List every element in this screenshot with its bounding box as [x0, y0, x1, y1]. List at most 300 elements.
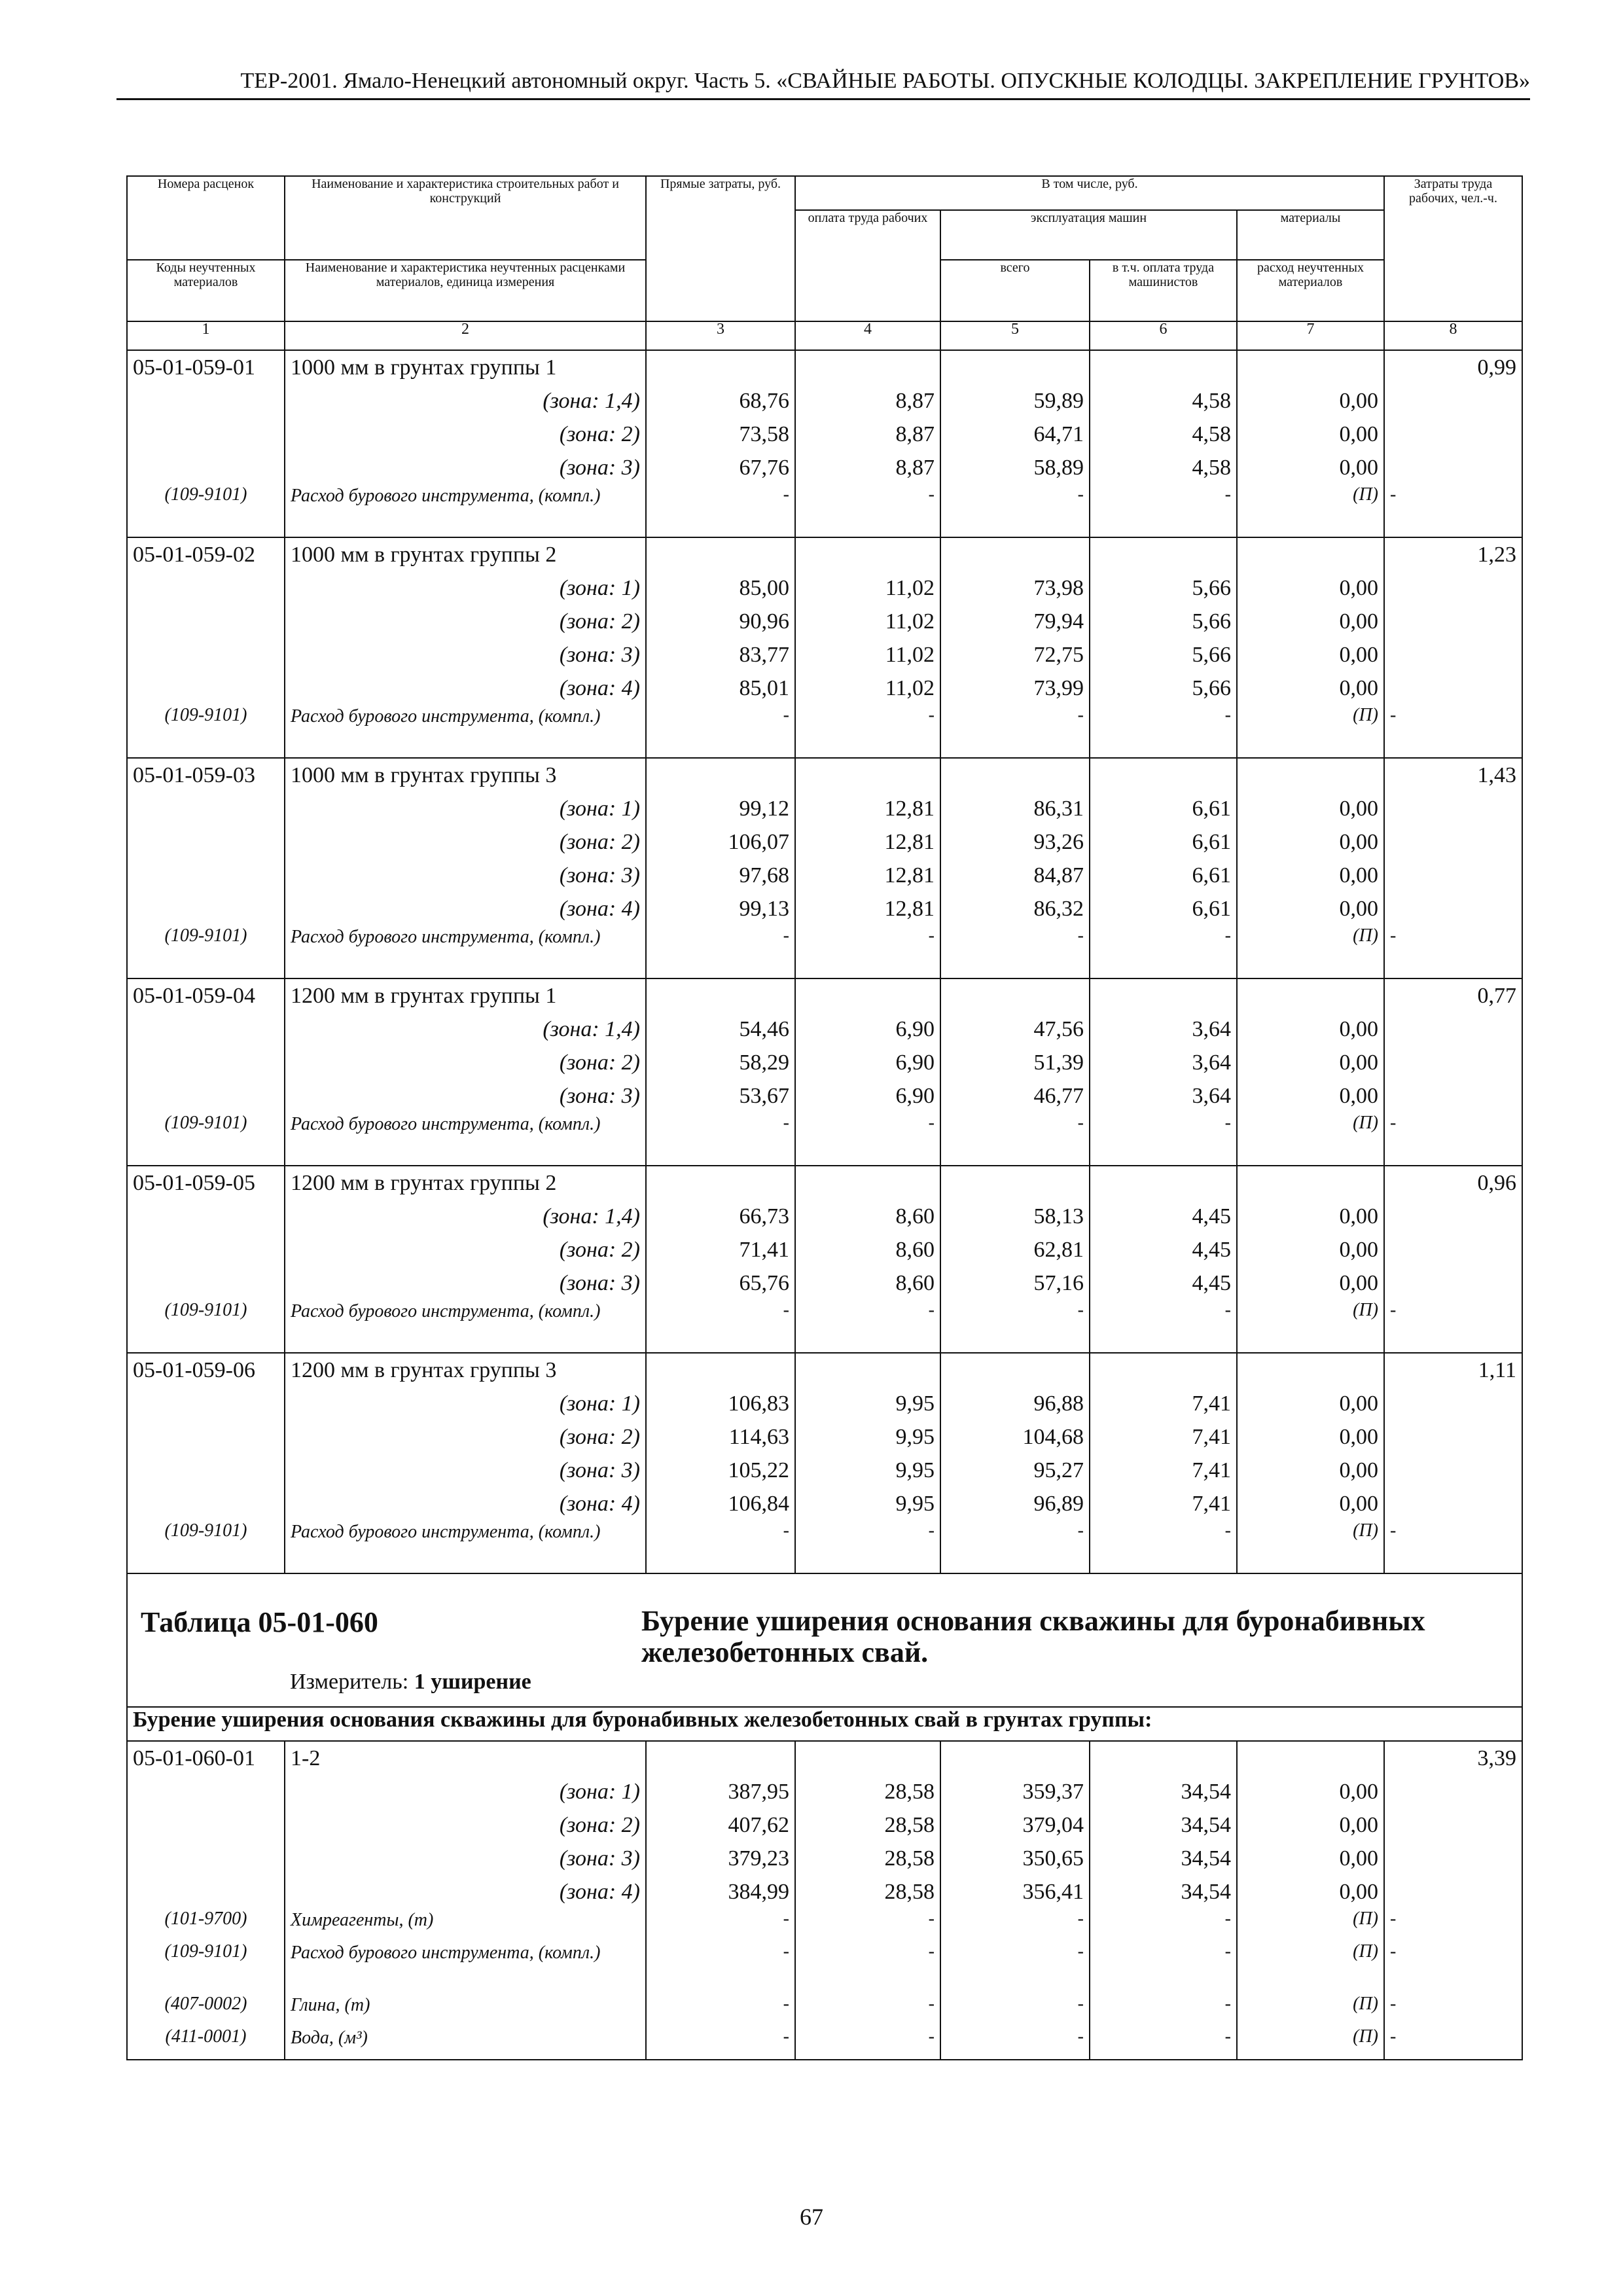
cost-value: 28,58 — [795, 1875, 940, 1909]
cost-value: 0,00 — [1237, 1420, 1384, 1454]
labor-dash: - — [1384, 2026, 1522, 2060]
empty-cell — [127, 451, 285, 484]
material-code: (109-9101) — [127, 1941, 285, 1994]
cost-value: 0,00 — [1237, 384, 1384, 418]
zone-label: (зона: 4) — [285, 672, 646, 705]
cost-value: 0,00 — [1237, 1775, 1384, 1808]
material-code: (411-0001) — [127, 2026, 285, 2060]
labor-dash: - — [1384, 1300, 1522, 1353]
cost-value: 12,81 — [795, 892, 940, 925]
empty-cell — [1384, 1808, 1522, 1842]
cost-value: 53,67 — [646, 1079, 795, 1113]
cost-value: 12,81 — [795, 859, 940, 892]
cost-value: 106,83 — [646, 1387, 795, 1420]
cost-value: 4,58 — [1090, 451, 1237, 484]
cost-value: 86,31 — [940, 792, 1090, 825]
empty-cell — [1384, 1200, 1522, 1233]
zone-row — [127, 1266, 1522, 1300]
empty-cell — [1090, 978, 1237, 1013]
empty-cell — [940, 350, 1090, 384]
cost-value: 0,00 — [1237, 638, 1384, 672]
cost-value: 59,89 — [940, 384, 1090, 418]
zone-label: (зона: 1) — [285, 571, 646, 605]
zone-row — [127, 1808, 1522, 1842]
cost-value: 4,45 — [1090, 1266, 1237, 1300]
cost-value: 11,02 — [795, 571, 940, 605]
cost-value: 0,00 — [1237, 1013, 1384, 1046]
material-code: (101-9700) — [127, 1909, 285, 1941]
dash-cell: - — [1090, 1113, 1237, 1166]
rate-row — [127, 978, 1522, 1013]
col-number: 3 — [646, 321, 795, 350]
cost-value: 73,98 — [940, 571, 1090, 605]
cost-value: 58,89 — [940, 451, 1090, 484]
empty-cell — [1237, 1741, 1384, 1775]
cost-value: 8,60 — [795, 1200, 940, 1233]
dash-cell: - — [1090, 1520, 1237, 1573]
header-rule — [116, 98, 1530, 100]
dash-cell: - — [1090, 2026, 1237, 2060]
cost-value: 28,58 — [795, 1808, 940, 1842]
material-code: (407-0002) — [127, 1994, 285, 2026]
table-title: Таблица 05-01-060 — [141, 1606, 378, 1638]
empty-cell — [1384, 1875, 1522, 1909]
table-header — [127, 176, 1522, 350]
material-name: Расход бурового инструмента, (компл.) — [285, 1520, 646, 1573]
zone-label: (зона: 2) — [285, 1046, 646, 1079]
dash-cell: - — [1090, 1941, 1237, 1994]
document-header — [116, 68, 1530, 100]
zone-label: (зона: 1) — [285, 792, 646, 825]
empty-cell — [1384, 1387, 1522, 1420]
cost-value: 0,00 — [1237, 892, 1384, 925]
empty-cell — [1384, 859, 1522, 892]
dash-cell: - — [940, 1909, 1090, 1941]
empty-cell — [795, 1166, 940, 1200]
labor-value: 0,77 — [1384, 978, 1522, 1013]
cost-value: 0,00 — [1237, 1266, 1384, 1300]
empty-cell — [795, 1353, 940, 1387]
cost-value: 0,00 — [1237, 571, 1384, 605]
cost-value: 0,00 — [1237, 792, 1384, 825]
material-row — [127, 925, 1522, 978]
material-name: Расход бурового инструмента, (компл.) — [285, 1113, 646, 1166]
zone-label: (зона: 2) — [285, 418, 646, 451]
cost-value: 3,64 — [1090, 1079, 1237, 1113]
rate-row — [127, 350, 1522, 384]
labor-value: 0,96 — [1384, 1166, 1522, 1200]
empty-cell — [940, 1166, 1090, 1200]
material-row — [127, 2026, 1522, 2060]
labor-dash: - — [1384, 1520, 1522, 1573]
empty-cell — [127, 638, 285, 672]
page-number: 67 — [800, 2204, 823, 2230]
cost-value: 387,95 — [646, 1775, 795, 1808]
cost-value: 356,41 — [940, 1875, 1090, 1909]
cost-value: 9,95 — [795, 1454, 940, 1487]
empty-cell — [646, 1741, 795, 1775]
cost-value: 7,41 — [1090, 1420, 1237, 1454]
zone-row — [127, 384, 1522, 418]
material-row — [127, 1300, 1522, 1353]
cost-value: 96,89 — [940, 1487, 1090, 1520]
cost-value: 9,95 — [795, 1487, 940, 1520]
dash-cell: - — [795, 1941, 940, 1994]
cost-value: 0,00 — [1237, 1387, 1384, 1420]
col-total: всего — [940, 260, 1090, 321]
empty-cell — [795, 758, 940, 792]
empty-cell — [940, 758, 1090, 792]
rate-name: 1200 мм в грунтах группы 1 — [285, 978, 646, 1013]
col-number: 1 — [127, 321, 285, 350]
empty-cell — [127, 1387, 285, 1420]
empty-cell — [1384, 384, 1522, 418]
rate-row — [127, 758, 1522, 792]
zone-row — [127, 571, 1522, 605]
zone-row — [127, 1775, 1522, 1808]
zone-label: (зона: 3) — [285, 638, 646, 672]
empty-cell — [127, 1266, 285, 1300]
material-name: Химреагенты, (т) — [285, 1909, 646, 1941]
cost-value: 6,61 — [1090, 792, 1237, 825]
zone-label: (зона: 3) — [285, 1079, 646, 1113]
zone-row — [127, 1875, 1522, 1909]
cost-value: 93,26 — [940, 825, 1090, 859]
dash-cell: - — [646, 705, 795, 758]
empty-cell — [1384, 1266, 1522, 1300]
cost-value: 0,00 — [1237, 1487, 1384, 1520]
zone-row — [127, 792, 1522, 825]
material-name: Расход бурового инструмента, (компл.) — [285, 484, 646, 537]
dash-cell: - — [1090, 1994, 1237, 2026]
cost-value: 0,00 — [1237, 451, 1384, 484]
empty-cell — [940, 1353, 1090, 1387]
cost-value: 34,54 — [1090, 1808, 1237, 1842]
empty-cell — [127, 418, 285, 451]
zone-label: (зона: 1) — [285, 1775, 646, 1808]
cost-value: 7,41 — [1090, 1487, 1237, 1520]
col-number: 2 — [285, 321, 646, 350]
cost-value: 64,71 — [940, 418, 1090, 451]
dash-cell: - — [940, 1300, 1090, 1353]
material-row — [127, 1113, 1522, 1166]
material-code: (109-9101) — [127, 484, 285, 537]
dash-cell: - — [795, 484, 940, 537]
cost-value: 95,27 — [940, 1454, 1090, 1487]
empty-cell — [127, 1013, 285, 1046]
empty-cell — [1237, 350, 1384, 384]
empty-cell — [127, 672, 285, 705]
material-p: (П) — [1237, 1994, 1384, 2026]
cost-value: 99,13 — [646, 892, 795, 925]
material-row — [127, 1909, 1522, 1941]
empty-cell — [127, 1842, 285, 1875]
material-p: (П) — [1237, 484, 1384, 537]
cost-value: 8,87 — [795, 451, 940, 484]
zone-row — [127, 638, 1522, 672]
labor-value: 3,39 — [1384, 1741, 1522, 1775]
rate-row — [127, 537, 1522, 571]
dash-cell: - — [1090, 484, 1237, 537]
meter-value: 1 уширение — [414, 1670, 531, 1694]
empty-cell — [1384, 1420, 1522, 1454]
cost-value: 12,81 — [795, 792, 940, 825]
dash-cell: - — [940, 1113, 1090, 1166]
cost-value: 4,58 — [1090, 384, 1237, 418]
empty-cell — [795, 978, 940, 1013]
zone-label: (зона: 1,4) — [285, 1200, 646, 1233]
empty-cell — [795, 537, 940, 571]
dash-cell: - — [1090, 705, 1237, 758]
empty-cell — [1237, 758, 1384, 792]
cost-value: 8,87 — [795, 418, 940, 451]
table-subheading: Бурение уширения основания скважины для буронабивных железобетонных свай в грунтах группы: — [127, 1707, 1522, 1741]
empty-cell — [795, 350, 940, 384]
cost-value: 86,32 — [940, 892, 1090, 925]
empty-cell — [940, 1741, 1090, 1775]
col-name-char: Наименование и характеристика строительных работ и конструкций — [285, 176, 646, 260]
zone-row — [127, 451, 1522, 484]
material-p: (П) — [1237, 1909, 1384, 1941]
cost-value: 384,99 — [646, 1875, 795, 1909]
empty-cell — [1237, 1166, 1384, 1200]
cost-value: 73,58 — [646, 418, 795, 451]
col-materials: материалы — [1237, 210, 1384, 260]
cost-value: 8,60 — [795, 1266, 940, 1300]
zone-row — [127, 1454, 1522, 1487]
dash-cell: - — [795, 1300, 940, 1353]
labor-dash: - — [1384, 925, 1522, 978]
dash-cell: - — [646, 1909, 795, 1941]
empty-cell — [646, 978, 795, 1013]
cost-value: 72,75 — [940, 638, 1090, 672]
col-mat-codes: Коды неучтенных материалов — [127, 260, 285, 321]
material-row — [127, 1520, 1522, 1573]
cost-value: 58,13 — [940, 1200, 1090, 1233]
empty-cell — [1384, 825, 1522, 859]
zone-row — [127, 825, 1522, 859]
material-code: (109-9101) — [127, 925, 285, 978]
empty-cell — [1384, 1046, 1522, 1079]
zone-row — [127, 1487, 1522, 1520]
cost-value: 3,64 — [1090, 1046, 1237, 1079]
dash-cell: - — [646, 484, 795, 537]
cost-value: 85,00 — [646, 571, 795, 605]
cost-value: 0,00 — [1237, 1842, 1384, 1875]
labor-dash: - — [1384, 1994, 1522, 2026]
empty-cell — [1384, 892, 1522, 925]
dash-cell: - — [1090, 1300, 1237, 1353]
empty-cell — [1384, 418, 1522, 451]
empty-cell — [127, 1420, 285, 1454]
labor-value: 1,11 — [1384, 1353, 1522, 1387]
zone-label: (зона: 3) — [285, 859, 646, 892]
cost-value: 5,66 — [1090, 672, 1237, 705]
cost-value: 11,02 — [795, 638, 940, 672]
cost-value: 12,81 — [795, 825, 940, 859]
rate-code: 05-01-059-05 — [127, 1166, 285, 1200]
cost-value: 28,58 — [795, 1842, 940, 1875]
dash-cell: - — [940, 2026, 1090, 2060]
col-machine-ops: эксплуатация машин — [940, 210, 1237, 260]
zone-row — [127, 1013, 1522, 1046]
dash-cell: - — [646, 2026, 795, 2060]
rate-row — [127, 1741, 1522, 1775]
empty-cell — [127, 1775, 285, 1808]
rate-name: 1000 мм в грунтах группы 2 — [285, 537, 646, 571]
zone-label: (зона: 1,4) — [285, 1013, 646, 1046]
cost-value: 84,87 — [940, 859, 1090, 892]
cost-value: 68,76 — [646, 384, 795, 418]
cost-value: 407,62 — [646, 1808, 795, 1842]
material-p: (П) — [1237, 1113, 1384, 1166]
col-operator-pay: в т.ч. оплата труда машинистов — [1090, 260, 1237, 321]
col-labor: Затраты труда рабочих, чел.-ч. — [1384, 176, 1522, 321]
labor-dash: - — [1384, 705, 1522, 758]
material-row — [127, 1941, 1522, 1994]
dash-cell: - — [646, 1994, 795, 2026]
cost-value: 5,66 — [1090, 605, 1237, 638]
cost-value: 57,16 — [940, 1266, 1090, 1300]
labor-dash: - — [1384, 484, 1522, 537]
col-number: 6 — [1090, 321, 1237, 350]
empty-cell — [1384, 1454, 1522, 1487]
cost-value: 65,76 — [646, 1266, 795, 1300]
material-p: (П) — [1237, 1520, 1384, 1573]
zone-label: (зона: 2) — [285, 1808, 646, 1842]
cost-value: 359,37 — [940, 1775, 1090, 1808]
cost-value: 85,01 — [646, 672, 795, 705]
empty-cell — [127, 571, 285, 605]
material-code: (109-9101) — [127, 1113, 285, 1166]
col-unacc-materials: расход неучтенных материалов — [1237, 260, 1384, 321]
cost-value: 106,84 — [646, 1487, 795, 1520]
zone-row — [127, 1079, 1522, 1113]
cost-value: 6,90 — [795, 1013, 940, 1046]
dash-cell: - — [646, 925, 795, 978]
zone-label: (зона: 2) — [285, 1420, 646, 1454]
dash-cell: - — [646, 1520, 795, 1573]
rate-name: 1200 мм в грунтах группы 2 — [285, 1166, 646, 1200]
dash-cell: - — [646, 1113, 795, 1166]
empty-cell — [127, 1079, 285, 1113]
cost-value: 6,61 — [1090, 859, 1237, 892]
empty-cell — [127, 1046, 285, 1079]
cost-value: 47,56 — [940, 1013, 1090, 1046]
empty-cell — [795, 1741, 940, 1775]
cost-value: 9,95 — [795, 1387, 940, 1420]
material-name: Расход бурового инструмента, (компл.) — [285, 925, 646, 978]
empty-cell — [1090, 537, 1237, 571]
rate-code: 05-01-059-06 — [127, 1353, 285, 1387]
rate-code: 05-01-059-03 — [127, 758, 285, 792]
meter-label: Измеритель: — [290, 1670, 409, 1694]
cost-value: 5,66 — [1090, 571, 1237, 605]
zone-row — [127, 859, 1522, 892]
table-description: Бурение уширения основания скважины для буронабивных железобетонных свай. — [641, 1605, 1425, 1668]
rate-code: 05-01-060-01 — [127, 1741, 285, 1775]
dash-cell: - — [795, 1994, 940, 2026]
col-direct-costs: Прямые затраты, руб. — [646, 176, 795, 321]
zone-label: (зона: 2) — [285, 605, 646, 638]
zone-row — [127, 418, 1522, 451]
dash-cell: - — [646, 1300, 795, 1353]
empty-cell — [1384, 1079, 1522, 1113]
cost-value: 0,00 — [1237, 1046, 1384, 1079]
cost-value: 51,39 — [940, 1046, 1090, 1079]
empty-cell — [127, 1233, 285, 1266]
empty-cell — [1384, 1487, 1522, 1520]
cost-value: 0,00 — [1237, 825, 1384, 859]
cost-value: 4,58 — [1090, 418, 1237, 451]
labor-dash: - — [1384, 1113, 1522, 1166]
empty-cell — [1090, 350, 1237, 384]
col-rate-numbers: Номера расценок — [127, 176, 285, 260]
col-worker-pay: оплата труда рабочих — [795, 210, 940, 321]
header-text: ТЕР-2001. Ямало-Ненецкий автономный округ. Часть 5. «СВАЙНЫЕ РАБОТЫ. ОПУСКНЫЕ КОЛОДЦЫ. ЗАКРЕПЛЕНИЕ ГРУНТОВ» — [240, 69, 1530, 93]
zone-row — [127, 1200, 1522, 1233]
cost-value: 97,68 — [646, 859, 795, 892]
cost-value: 0,00 — [1237, 672, 1384, 705]
empty-cell — [127, 892, 285, 925]
rate-code: 05-01-059-01 — [127, 350, 285, 384]
empty-cell — [127, 605, 285, 638]
cost-value: 34,54 — [1090, 1875, 1237, 1909]
table-body-059 — [127, 350, 1522, 1573]
material-p: (П) — [1237, 925, 1384, 978]
dash-cell: - — [646, 1941, 795, 1994]
empty-cell — [1384, 1842, 1522, 1875]
cost-value: 66,73 — [646, 1200, 795, 1233]
cost-value: 0,00 — [1237, 418, 1384, 451]
empty-cell — [1384, 1233, 1522, 1266]
cost-value: 0,00 — [1237, 859, 1384, 892]
material-code: (109-9101) — [127, 705, 285, 758]
material-p: (П) — [1237, 705, 1384, 758]
dash-cell: - — [940, 1994, 1090, 2026]
cost-value: 114,63 — [646, 1420, 795, 1454]
labor-dash: - — [1384, 1941, 1522, 1994]
empty-cell — [127, 1875, 285, 1909]
zone-row — [127, 1420, 1522, 1454]
col-number: 7 — [1237, 321, 1384, 350]
empty-cell — [1384, 638, 1522, 672]
dash-cell: - — [795, 925, 940, 978]
cost-value: 11,02 — [795, 605, 940, 638]
rate-row — [127, 1353, 1522, 1387]
empty-cell — [1384, 672, 1522, 705]
col-number: 5 — [940, 321, 1090, 350]
cost-value: 379,23 — [646, 1842, 795, 1875]
cost-value: 106,07 — [646, 825, 795, 859]
rate-code: 05-01-059-04 — [127, 978, 285, 1013]
cost-value: 0,00 — [1237, 1233, 1384, 1266]
empty-cell — [127, 792, 285, 825]
empty-cell — [1090, 1166, 1237, 1200]
cost-value: 4,45 — [1090, 1233, 1237, 1266]
empty-cell — [1090, 758, 1237, 792]
cost-value: 11,02 — [795, 672, 940, 705]
rate-name: 1-2 — [285, 1741, 646, 1775]
cost-value: 62,81 — [940, 1233, 1090, 1266]
table-body-060 — [127, 1573, 1522, 2060]
empty-cell — [646, 1166, 795, 1200]
cost-value: 73,99 — [940, 672, 1090, 705]
empty-cell — [127, 384, 285, 418]
empty-cell — [127, 1454, 285, 1487]
labor-value: 1,43 — [1384, 758, 1522, 792]
dash-cell: - — [1090, 1909, 1237, 1941]
